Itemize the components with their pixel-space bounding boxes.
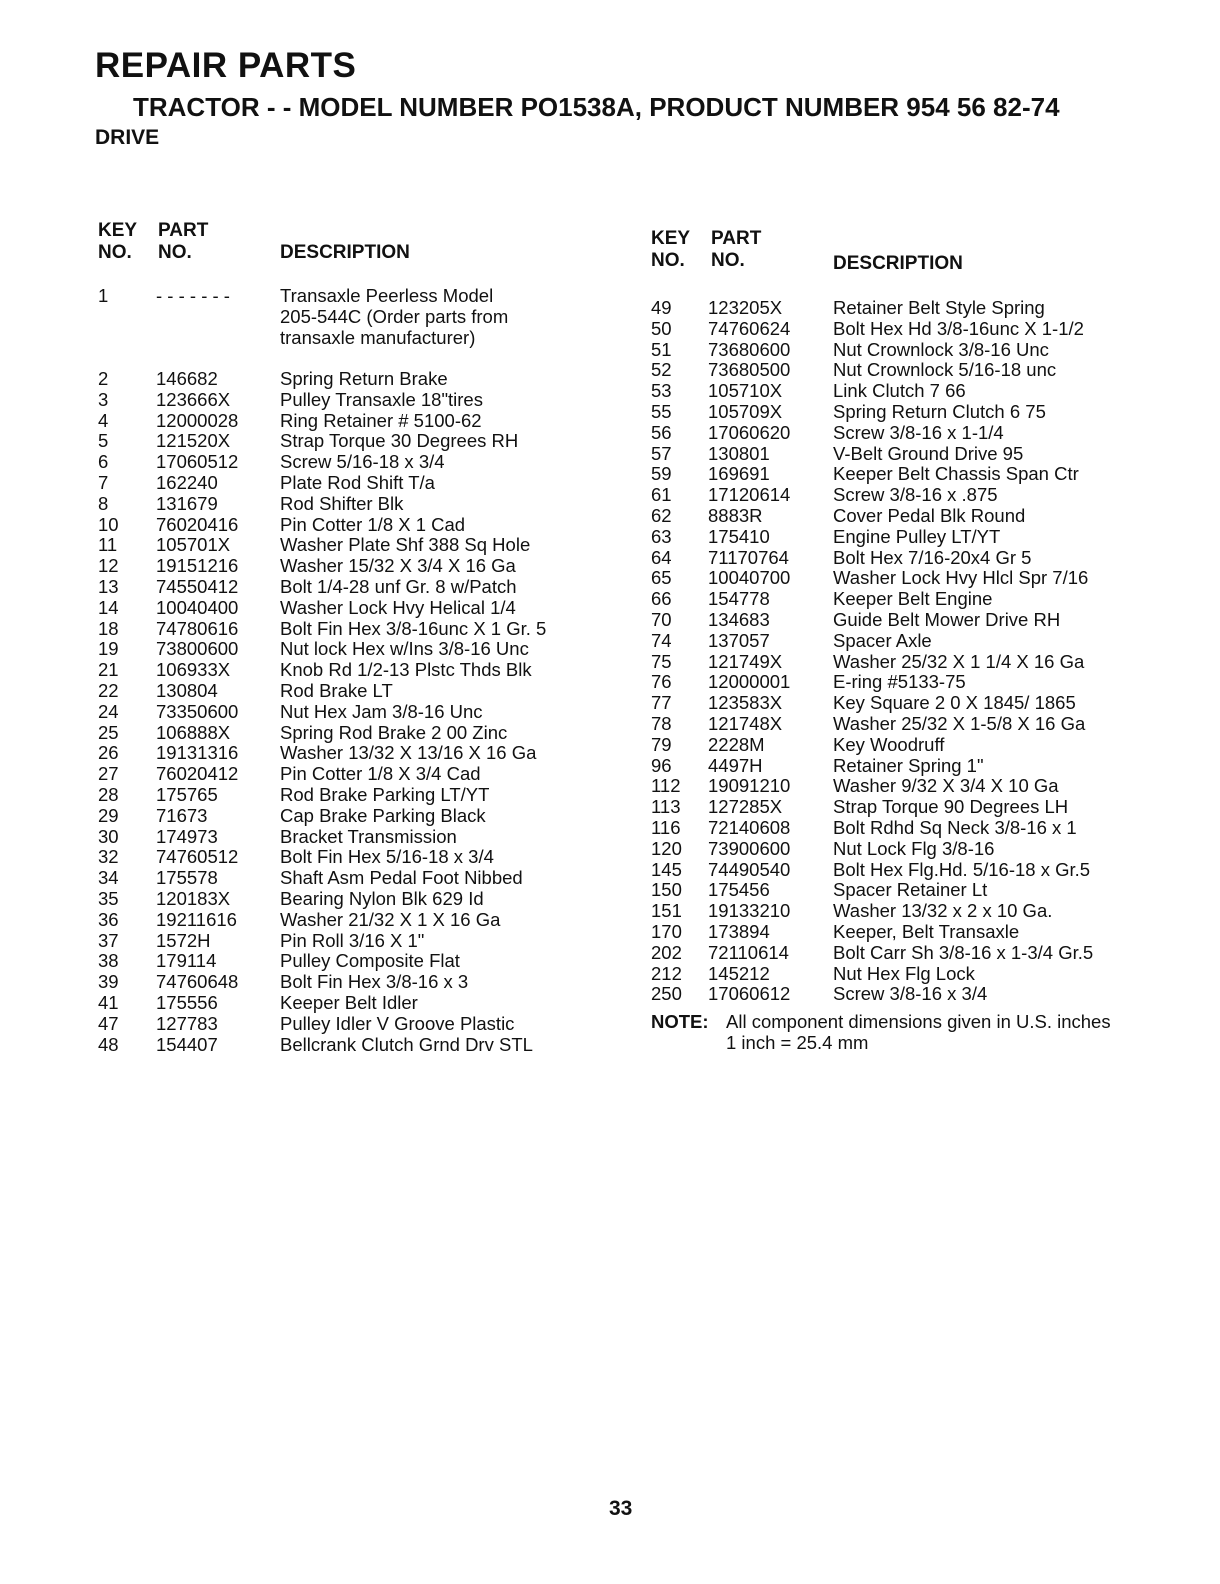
part-no: 131679 — [156, 492, 218, 514]
table-row — [98, 743, 598, 764]
part-no: 123583X — [708, 692, 783, 714]
part-description: Keeper, Belt Transaxle — [833, 920, 1020, 942]
table-row — [98, 639, 598, 660]
key-no: 53 — [651, 380, 672, 402]
table-row — [651, 672, 1171, 693]
part-no: 19133210 — [708, 900, 791, 922]
part-no: 19131316 — [156, 742, 239, 764]
part-header-no: NO. — [158, 242, 192, 263]
table-row — [98, 431, 598, 452]
key-no: 13 — [98, 575, 119, 597]
table-row — [651, 506, 1171, 527]
part-description: Cover Pedal Blk Round — [833, 504, 1026, 526]
part-no: 76020416 — [156, 513, 239, 535]
key-no: 50 — [651, 317, 672, 339]
key-no: 18 — [98, 617, 119, 639]
part-description: Washer 13/32 X 13/16 X 16 Ga — [280, 742, 537, 764]
left-table-header — [98, 220, 598, 286]
part-description: Bolt Carr Sh 3/8-16 x 1-3/4 Gr.5 — [833, 941, 1094, 963]
part-no: 71673 — [156, 804, 208, 826]
key-no: 12 — [98, 555, 119, 577]
key-no: 6 — [98, 451, 109, 473]
part-description: Washer 21/32 X 1 X 16 Ga — [280, 908, 501, 930]
key-no: 35 — [98, 887, 119, 909]
table-row — [98, 369, 598, 390]
part-description: Nut Crownlock 3/8-16 Unc — [833, 338, 1049, 360]
part-no: 73350600 — [156, 700, 239, 722]
key-no: 250 — [651, 983, 682, 1005]
part-no: 72140608 — [708, 816, 791, 838]
key-no: 1 — [98, 285, 109, 306]
part-no: 105709X — [708, 400, 783, 422]
right-parts-table — [651, 228, 1171, 1005]
table-row — [98, 452, 598, 473]
table-row — [98, 535, 598, 556]
table-row — [651, 548, 1171, 569]
part-description: Key Square 2 0 X 1845/ 1865 — [833, 692, 1076, 714]
part-description: Pulley Transaxle 18"tires — [280, 388, 483, 410]
part-no: 134683 — [708, 608, 770, 630]
note-line-1: All component dimensions given in U.S. inches — [726, 1011, 1111, 1032]
section-title: DRIVE — [95, 126, 160, 149]
part-header: PART — [158, 220, 209, 241]
part-no: 127285X — [708, 796, 783, 818]
part-no: 154407 — [156, 1033, 218, 1055]
part-description: Screw 5/16-18 x 3/4 — [280, 451, 445, 473]
table-row — [651, 880, 1171, 901]
table-row — [651, 381, 1171, 402]
key-no: 38 — [98, 950, 119, 972]
table-row — [98, 286, 598, 369]
part-no: 17120614 — [708, 484, 791, 506]
table-row — [651, 298, 1171, 319]
part-description: Screw 3/8-16 x 1-1/4 — [833, 421, 1004, 443]
right-table-header — [651, 228, 1171, 298]
part-description: Washer Plate Shf 388 Sq Hole — [280, 534, 531, 556]
table-row — [651, 943, 1171, 964]
part-no: 74760624 — [708, 317, 791, 339]
part-description: Spring Rod Brake 2 00 Zinc — [280, 721, 508, 743]
part-no: 76020412 — [156, 763, 239, 785]
part-description: Spacer Axle — [833, 629, 932, 651]
table-row — [98, 910, 598, 931]
left-parts-table — [98, 220, 598, 1055]
part-no: 2228M — [708, 733, 765, 755]
key-no: 145 — [651, 858, 682, 880]
part-description: Plate Rod Shift T/a — [280, 471, 435, 493]
table-row — [98, 411, 598, 432]
key-no: 27 — [98, 763, 119, 785]
table-row — [651, 464, 1171, 485]
part-no: 71170764 — [708, 546, 789, 568]
key-no: 47 — [98, 1012, 119, 1034]
part-no: 174973 — [156, 825, 218, 847]
key-no: 36 — [98, 908, 119, 930]
part-no: 74550412 — [156, 575, 239, 597]
key-no: 48 — [98, 1033, 119, 1055]
part-description: Keeper Belt Idler — [280, 991, 418, 1013]
table-row — [98, 806, 598, 827]
key-no: 77 — [651, 692, 672, 714]
part-header: PART — [711, 228, 762, 249]
key-no: 37 — [98, 929, 119, 951]
key-no: 212 — [651, 962, 682, 984]
key-no: 56 — [651, 421, 672, 443]
table-row — [98, 723, 598, 744]
key-no: 25 — [98, 721, 119, 743]
key-no: 5 — [98, 430, 109, 452]
part-description: Cap Brake Parking Black — [280, 804, 486, 826]
table-row — [98, 390, 598, 411]
table-row — [651, 735, 1171, 756]
part-no: 12000001 — [708, 671, 791, 693]
part-description: Link Clutch 7 66 — [833, 380, 966, 402]
part-description: Spring Return Clutch 6 75 — [833, 400, 1046, 422]
part-no: 121520X — [156, 430, 231, 452]
description-header: DESCRIPTION — [833, 253, 963, 274]
part-no: 8883R — [708, 504, 763, 526]
part-no: 169691 — [708, 463, 770, 485]
key-header: KEY — [98, 220, 138, 241]
part-description: Engine Pulley LT/YT — [833, 525, 1001, 547]
part-description: Knob Rd 1/2-13 Plstc Thds Blk — [280, 659, 532, 681]
key-no: 78 — [651, 712, 672, 734]
part-no: 145212 — [708, 962, 770, 984]
key-no: 30 — [98, 825, 119, 847]
part-description: Screw 3/8-16 x .875 — [833, 484, 998, 506]
part-no: 175765 — [156, 783, 218, 805]
table-row — [651, 714, 1171, 735]
key-no: 26 — [98, 742, 119, 764]
part-description: Strap Torque 30 Degrees RH — [280, 430, 519, 452]
table-row — [651, 693, 1171, 714]
key-no: 74 — [651, 629, 672, 651]
part-no: 1572H — [156, 929, 211, 951]
part-description: Strap Torque 90 Degrees LH — [833, 796, 1069, 818]
note-line-2: 1 inch = 25.4 mm — [726, 1032, 869, 1053]
table-row — [651, 631, 1171, 652]
key-no: 96 — [651, 754, 672, 776]
part-description: Bearing Nylon Blk 629 Id — [280, 887, 484, 909]
table-row — [651, 901, 1171, 922]
part-description: Bolt Hex Hd 3/8-16unc X 1-1/2 — [833, 317, 1084, 339]
part-no: - - - - - - - — [156, 285, 230, 306]
table-row — [98, 681, 598, 702]
key-no: 120 — [651, 837, 682, 859]
table-row — [651, 319, 1171, 340]
key-no: 61 — [651, 484, 672, 506]
part-description: Washer 25/32 X 1-5/8 X 16 Ga — [833, 712, 1086, 734]
part-description: Bolt Hex Flg.Hd. 5/16-18 x Gr.5 — [833, 858, 1091, 880]
key-header: KEY — [651, 228, 691, 249]
key-no: 62 — [651, 504, 672, 526]
key-no: 19 — [98, 638, 119, 660]
part-header-no: NO. — [711, 250, 745, 271]
key-no: 65 — [651, 567, 672, 589]
part-no: 130804 — [156, 679, 218, 701]
table-row — [651, 527, 1171, 548]
part-description: Nut Crownlock 5/16-18 unc — [833, 359, 1057, 381]
description-header: DESCRIPTION — [280, 242, 410, 263]
part-no: 105701X — [156, 534, 231, 556]
table-row — [651, 423, 1171, 444]
key-no: 10 — [98, 513, 119, 535]
part-description: Washer Lock Hvy Hlcl Spr 7/16 — [833, 567, 1089, 589]
part-no: 175410 — [708, 525, 770, 547]
key-no: 41 — [98, 991, 119, 1013]
part-no: 121748X — [708, 712, 783, 734]
table-row — [98, 931, 598, 952]
part-description: Bolt 1/4-28 unf Gr. 8 w/Patch — [280, 575, 517, 597]
table-row — [651, 922, 1171, 943]
key-no: 116 — [651, 816, 681, 838]
part-no: 19151216 — [156, 555, 239, 577]
key-header-no: NO. — [98, 242, 132, 263]
part-no: 74760648 — [156, 971, 239, 993]
part-description: Nut lock Hex w/Ins 3/8-16 Unc — [280, 638, 529, 660]
part-no: 73800600 — [156, 638, 239, 660]
part-description: Pulley Idler V Groove Plastic — [280, 1012, 515, 1034]
part-description: Bolt Fin Hex 3/8-16 x 3 — [280, 971, 469, 993]
part-no: 146682 — [156, 368, 218, 389]
key-no: 3 — [98, 388, 109, 410]
table-row — [651, 340, 1171, 361]
table-row — [98, 868, 598, 889]
key-no: 70 — [651, 608, 672, 630]
part-no: 121749X — [708, 650, 783, 672]
table-row — [651, 568, 1171, 589]
key-no: 59 — [651, 463, 672, 485]
part-no: 105710X — [708, 380, 783, 402]
key-header-no: NO. — [651, 250, 685, 271]
table-row — [651, 402, 1171, 423]
part-description: Bolt Fin Hex 3/8-16unc X 1 Gr. 5 — [280, 617, 547, 639]
table-row — [98, 764, 598, 785]
key-no: 49 — [651, 297, 672, 318]
part-description: Bracket Transmission — [280, 825, 457, 847]
page-number: 33 — [609, 1497, 633, 1520]
part-no: 74760512 — [156, 846, 239, 868]
part-no: 130801 — [708, 442, 770, 464]
part-no: 74490540 — [708, 858, 791, 880]
part-description: Nut Lock Flg 3/8-16 — [833, 837, 995, 859]
table-row — [98, 951, 598, 972]
table-row — [98, 972, 598, 993]
part-no: 175556 — [156, 991, 218, 1013]
part-description: Pin Roll 3/16 X 1" — [280, 929, 425, 951]
key-no: 170 — [651, 920, 682, 942]
left-rows — [98, 286, 598, 1055]
part-description: Rod Brake Parking LT/YT — [280, 783, 490, 805]
key-no: 76 — [651, 671, 672, 693]
part-description: Guide Belt Mower Drive RH — [833, 608, 1061, 630]
key-no: 64 — [651, 546, 672, 568]
table-row — [651, 776, 1171, 797]
key-no: 151 — [651, 900, 682, 922]
key-no: 4 — [98, 409, 109, 431]
part-no: 123666X — [156, 388, 231, 410]
part-no: 17060620 — [708, 421, 791, 443]
table-row — [98, 473, 598, 494]
part-description: Bolt Rdhd Sq Neck 3/8-16 x 1 — [833, 816, 1077, 838]
part-description: Shaft Asm Pedal Foot Nibbed — [280, 867, 523, 889]
table-row — [651, 652, 1171, 673]
key-no: 2 — [98, 368, 109, 389]
table-row — [651, 444, 1171, 465]
part-description: Spring Return Brake — [280, 368, 448, 389]
table-row — [98, 494, 598, 515]
table-row — [98, 1014, 598, 1035]
key-no: 28 — [98, 783, 119, 805]
key-no: 150 — [651, 879, 682, 901]
part-no: 173894 — [708, 920, 770, 942]
key-no: 57 — [651, 442, 672, 464]
key-no: 7 — [98, 471, 109, 493]
key-no: 8 — [98, 492, 109, 514]
part-no: 10040400 — [156, 596, 239, 618]
part-description: Pulley Composite Flat — [280, 950, 460, 972]
part-description: Rod Brake LT — [280, 679, 393, 701]
page-subtitle: TRACTOR - - MODEL NUMBER PO1538A, PRODUCT NUMBER 954 56 82-74 — [133, 92, 1060, 122]
key-no: 112 — [651, 775, 681, 797]
part-description: Spacer Retainer Lt — [833, 879, 988, 901]
part-no: 72110614 — [708, 941, 789, 963]
part-no: 154778 — [708, 588, 770, 610]
table-row — [98, 847, 598, 868]
part-no: 106888X — [156, 721, 231, 743]
part-no: 17060512 — [156, 451, 239, 473]
part-description: V-Belt Ground Drive 95 — [833, 442, 1024, 464]
part-description: E-ring #5133-75 — [833, 671, 966, 693]
part-no: 73900600 — [708, 837, 791, 859]
table-row — [651, 589, 1171, 610]
part-no: 127783 — [156, 1012, 218, 1034]
table-row — [651, 818, 1171, 839]
part-description: Washer Lock Hvy Helical 1/4 — [280, 596, 516, 618]
key-no: 14 — [98, 596, 119, 618]
part-description: Nut Hex Flg Lock — [833, 962, 975, 984]
table-row — [98, 577, 598, 598]
key-no: 113 — [651, 796, 681, 818]
part-no: 17060612 — [708, 983, 791, 1005]
table-row — [651, 360, 1171, 381]
part-no: 123205X — [708, 297, 783, 318]
table-row — [98, 993, 598, 1014]
key-no: 51 — [651, 338, 672, 360]
table-row — [651, 485, 1171, 506]
part-description: Washer 13/32 x 2 x 10 Ga. — [833, 900, 1053, 922]
key-no: 55 — [651, 400, 672, 422]
part-no: 73680600 — [708, 338, 791, 360]
part-description: Washer 25/32 X 1 1/4 X 16 Ga — [833, 650, 1085, 672]
table-row — [651, 984, 1171, 1005]
table-row — [98, 889, 598, 910]
part-description: Washer 15/32 X 3/4 X 16 Ga — [280, 555, 516, 577]
key-no: 24 — [98, 700, 119, 722]
part-no: 10040700 — [708, 567, 791, 589]
part-no: 175456 — [708, 879, 770, 901]
table-row — [98, 619, 598, 640]
key-no: 11 — [98, 534, 118, 556]
right-rows — [651, 298, 1171, 1005]
key-no: 32 — [98, 846, 119, 868]
key-no: 22 — [98, 679, 119, 701]
table-row — [98, 598, 598, 619]
table-row — [651, 964, 1171, 985]
table-row — [651, 610, 1171, 631]
table-row — [98, 1035, 598, 1056]
key-no: 63 — [651, 525, 672, 547]
part-description: Nut Hex Jam 3/8-16 Unc — [280, 700, 483, 722]
part-no: 19211616 — [156, 908, 237, 930]
part-description: Washer 9/32 X 3/4 X 10 Ga — [833, 775, 1059, 797]
page-title: REPAIR PARTS — [95, 46, 357, 85]
part-no: 74780616 — [156, 617, 239, 639]
key-no: 29 — [98, 804, 119, 826]
table-row — [98, 660, 598, 681]
part-description: Keeper Belt Engine — [833, 588, 993, 610]
part-no: 137057 — [708, 629, 770, 651]
table-row — [98, 827, 598, 848]
part-no: 106933X — [156, 659, 231, 681]
table-row — [651, 839, 1171, 860]
part-description: Screw 3/8-16 x 3/4 — [833, 983, 988, 1005]
part-no: 179114 — [156, 950, 217, 972]
key-no: 21 — [98, 659, 119, 681]
part-description: Bellcrank Clutch Grnd Drv STL — [280, 1033, 533, 1055]
table-row — [98, 515, 598, 536]
key-no: 39 — [98, 971, 119, 993]
key-no: 66 — [651, 588, 672, 610]
part-no: 19091210 — [708, 775, 791, 797]
part-description: Pin Cotter 1/8 X 1 Cad — [280, 513, 466, 535]
part-description: Bolt Hex 7/16-20x4 Gr 5 — [833, 546, 1032, 568]
key-no: 52 — [651, 359, 672, 381]
part-description: Ring Retainer # 5100-62 — [280, 409, 482, 431]
part-no: 175578 — [156, 867, 218, 889]
part-description: Retainer Belt Style Spring — [833, 297, 1045, 318]
part-description: Transaxle Peerless Model 205-544C (Order parts from transaxle manufacturer) — [280, 285, 509, 348]
table-row — [651, 756, 1171, 777]
table-row — [98, 785, 598, 806]
part-description: Bolt Fin Hex 5/16-18 x 3/4 — [280, 846, 494, 868]
part-no: 4497H — [708, 754, 763, 776]
part-no: 12000028 — [156, 409, 239, 431]
part-no: 73680500 — [708, 359, 791, 381]
part-no: 162240 — [156, 471, 218, 493]
key-no: 34 — [98, 867, 119, 889]
part-no: 120183X — [156, 887, 231, 909]
table-row — [98, 556, 598, 577]
part-description: Rod Shifter Blk — [280, 492, 404, 514]
part-description: Keeper Belt Chassis Span Ctr — [833, 463, 1079, 485]
note-label: NOTE: — [651, 1011, 709, 1032]
part-description: Key Woodruff — [833, 733, 945, 755]
key-no: 79 — [651, 733, 672, 755]
table-row — [651, 860, 1171, 881]
key-no: 202 — [651, 941, 682, 963]
part-description: Pin Cotter 1/8 X 3/4 Cad — [280, 763, 481, 785]
table-row — [98, 702, 598, 723]
key-no: 75 — [651, 650, 672, 672]
part-description: Retainer Spring 1" — [833, 754, 984, 776]
table-row — [651, 797, 1171, 818]
